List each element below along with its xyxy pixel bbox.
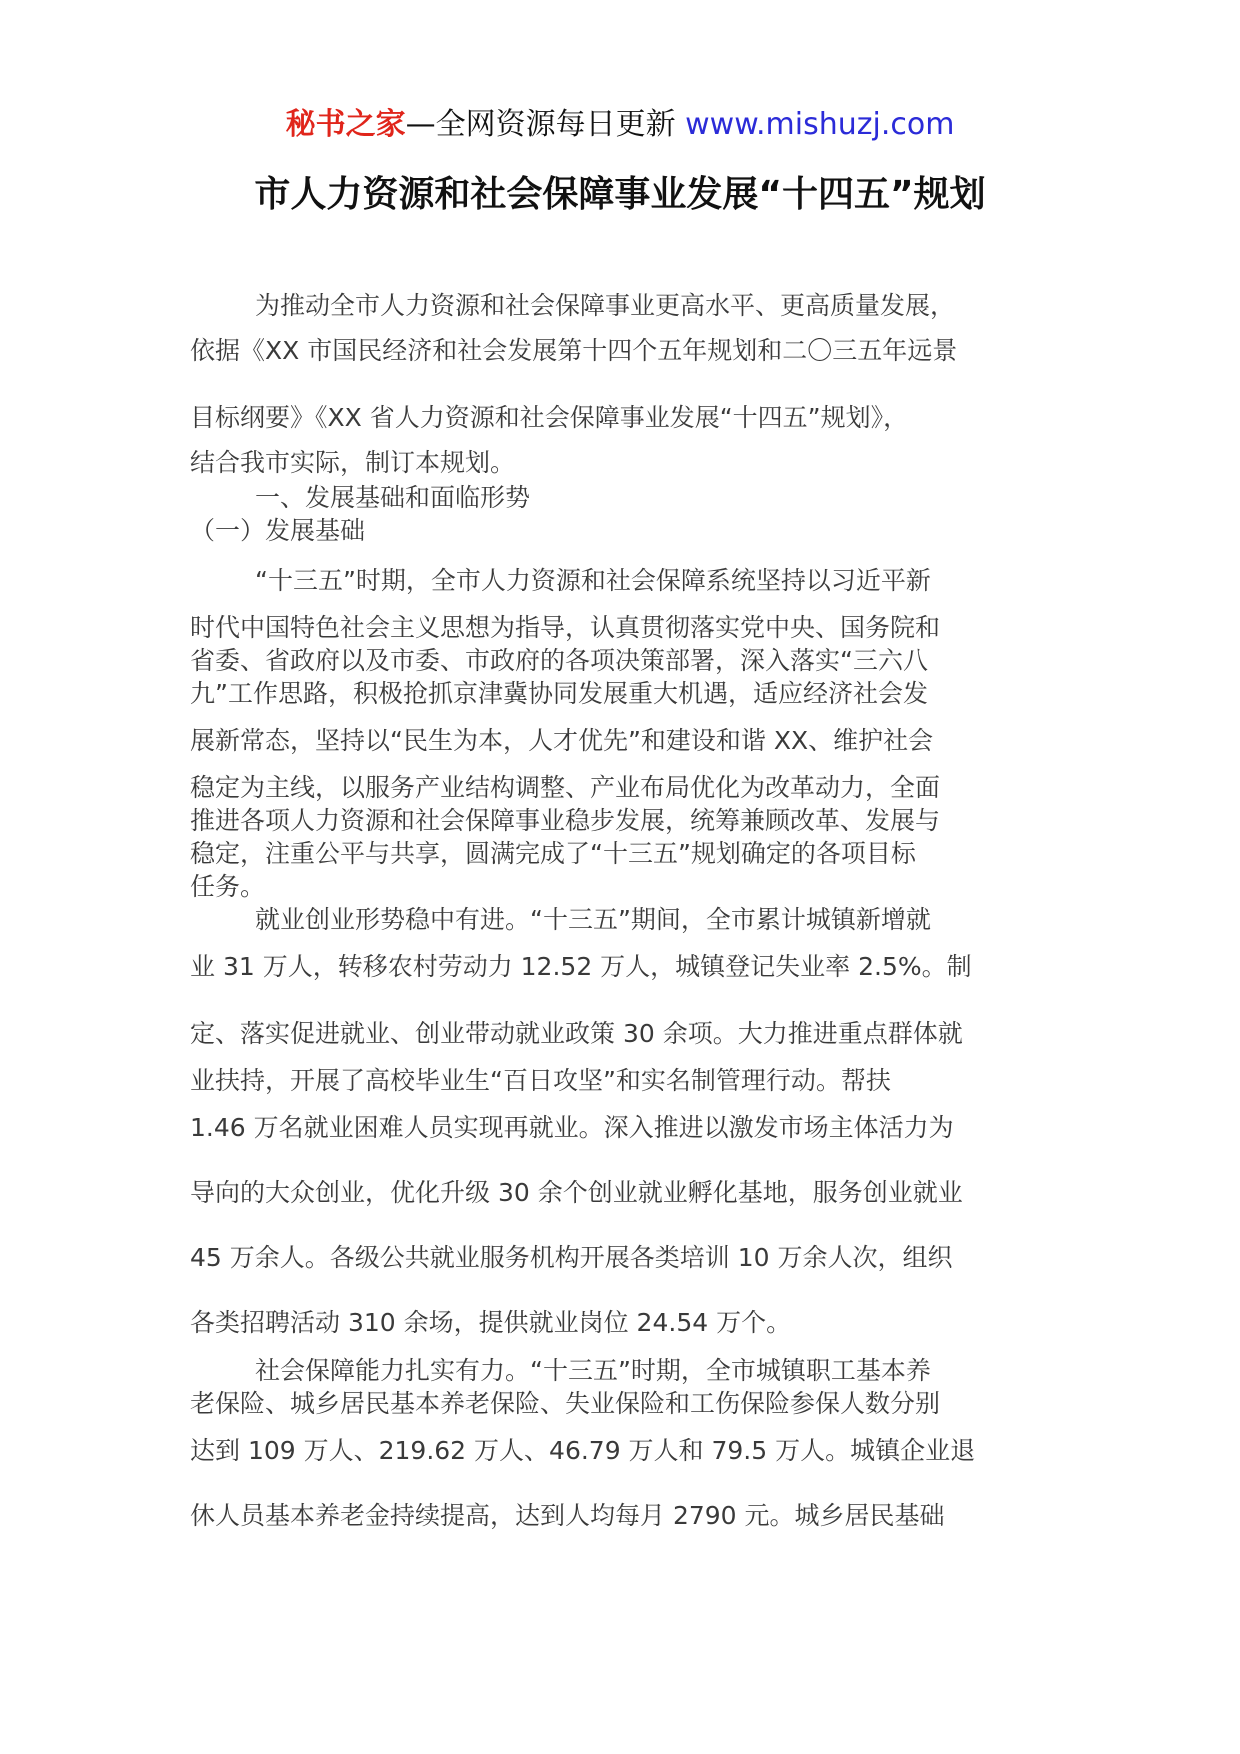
paragraph-line: 休人员基本养老金持续提高，达到人均每月 2790 元。城乡居民基础 — [190, 1501, 945, 1530]
paragraph-line: 业扶持，开展了高校毕业生“百日攻坚”和实名制管理行动。帮扶 — [190, 1066, 891, 1095]
site-tagline: —全网资源每日更新 — [405, 107, 676, 142]
site-url-link[interactable]: www.mishuzj.com — [685, 107, 955, 142]
paragraph-line: 推进各项人力资源和社会保障事业稳步发展，统筹兼顾改革、发展与 — [190, 806, 941, 835]
paragraph-line: 依据《XX 市国民经济和社会发展第十四个五年规划和二〇三五年远景 — [190, 336, 958, 365]
document-title: 市人力资源和社会保障事业发展“十四五”规划 — [254, 174, 986, 215]
paragraph-line: 就业创业形势稳中有进。“十三五”期间，全市累计城镇新增就 — [255, 905, 931, 934]
paragraph-line: 导向的大众创业，优化升级 30 余个创业就业孵化基地，服务创业就业 — [190, 1178, 963, 1207]
paragraph-line: 稳定为主线，以服务产业结构调整、产业布局优化为改革动力，全面 — [190, 773, 941, 802]
paragraph-line: 老保险、城乡居民基本养老保险、失业保险和工伤保险参保人数分别 — [190, 1389, 941, 1418]
paragraph-line: 任务。 — [190, 872, 266, 901]
paragraph-line: 展新常态，坚持以“民生为本，人才优先”和建设和谐 XX、维护社会 — [190, 726, 934, 755]
paragraph-line: 目标纲要》《XX 省人力资源和社会保障事业发展“十四五”规划》， — [190, 403, 909, 432]
paragraph-line: 为推动全市人力资源和社会保障事业更高水平、更高质量发展， — [255, 291, 956, 320]
paragraph-line: 九”工作思路，积极抢抓京津冀协同发展重大机遇，适应经济社会发 — [190, 679, 928, 708]
paragraph-line: 达到 109 万人、219.62 万人、46.79 万人和 79.5 万人。城镇企业退 — [190, 1436, 976, 1465]
subsection-heading: （一）发展基础 — [190, 516, 366, 545]
paragraph-line: 结合我市实际，制订本规划。 — [190, 448, 516, 477]
site-header — [0, 100, 1240, 150]
paragraph-line: 稳定，注重公平与共享，圆满完成了“十三五”规划确定的各项目标 — [190, 839, 916, 868]
paragraph-line: 社会保障能力扎实有力。“十三五”时期，全市城镇职工基本养 — [255, 1356, 931, 1385]
paragraph-line: 45 万余人。各级公共就业服务机构开展各类培训 10 万余人次，组织 — [190, 1243, 953, 1272]
paragraph-line: 省委、省政府以及市委、市政府的各项决策部署，深入落实“三六八 — [190, 646, 928, 675]
brand-name: 秘书之家 — [285, 107, 406, 142]
section-heading: 一、发展基础和面临形势 — [255, 483, 531, 512]
paragraph-line: “十三五”时期，全市人力资源和社会保障系统坚持以习近平新 — [255, 566, 931, 595]
paragraph-line: 各类招聘活动 310 余场，提供就业岗位 24.54 万个。 — [190, 1308, 792, 1337]
paragraph-line: 1.46 万名就业困难人员实现再就业。深入推进以激发市场主体活力为 — [190, 1113, 954, 1142]
paragraph-line: 时代中国特色社会主义思想为指导，认真贯彻落实党中央、国务院和 — [190, 613, 941, 642]
paragraph-line: 定、落实促进就业、创业带动就业政策 30 余项。大力推进重点群体就 — [190, 1019, 963, 1048]
paragraph-line: 业 31 万人，转移农村劳动力 12.52 万人，城镇登记失业率 2.5%。制 — [190, 952, 972, 981]
